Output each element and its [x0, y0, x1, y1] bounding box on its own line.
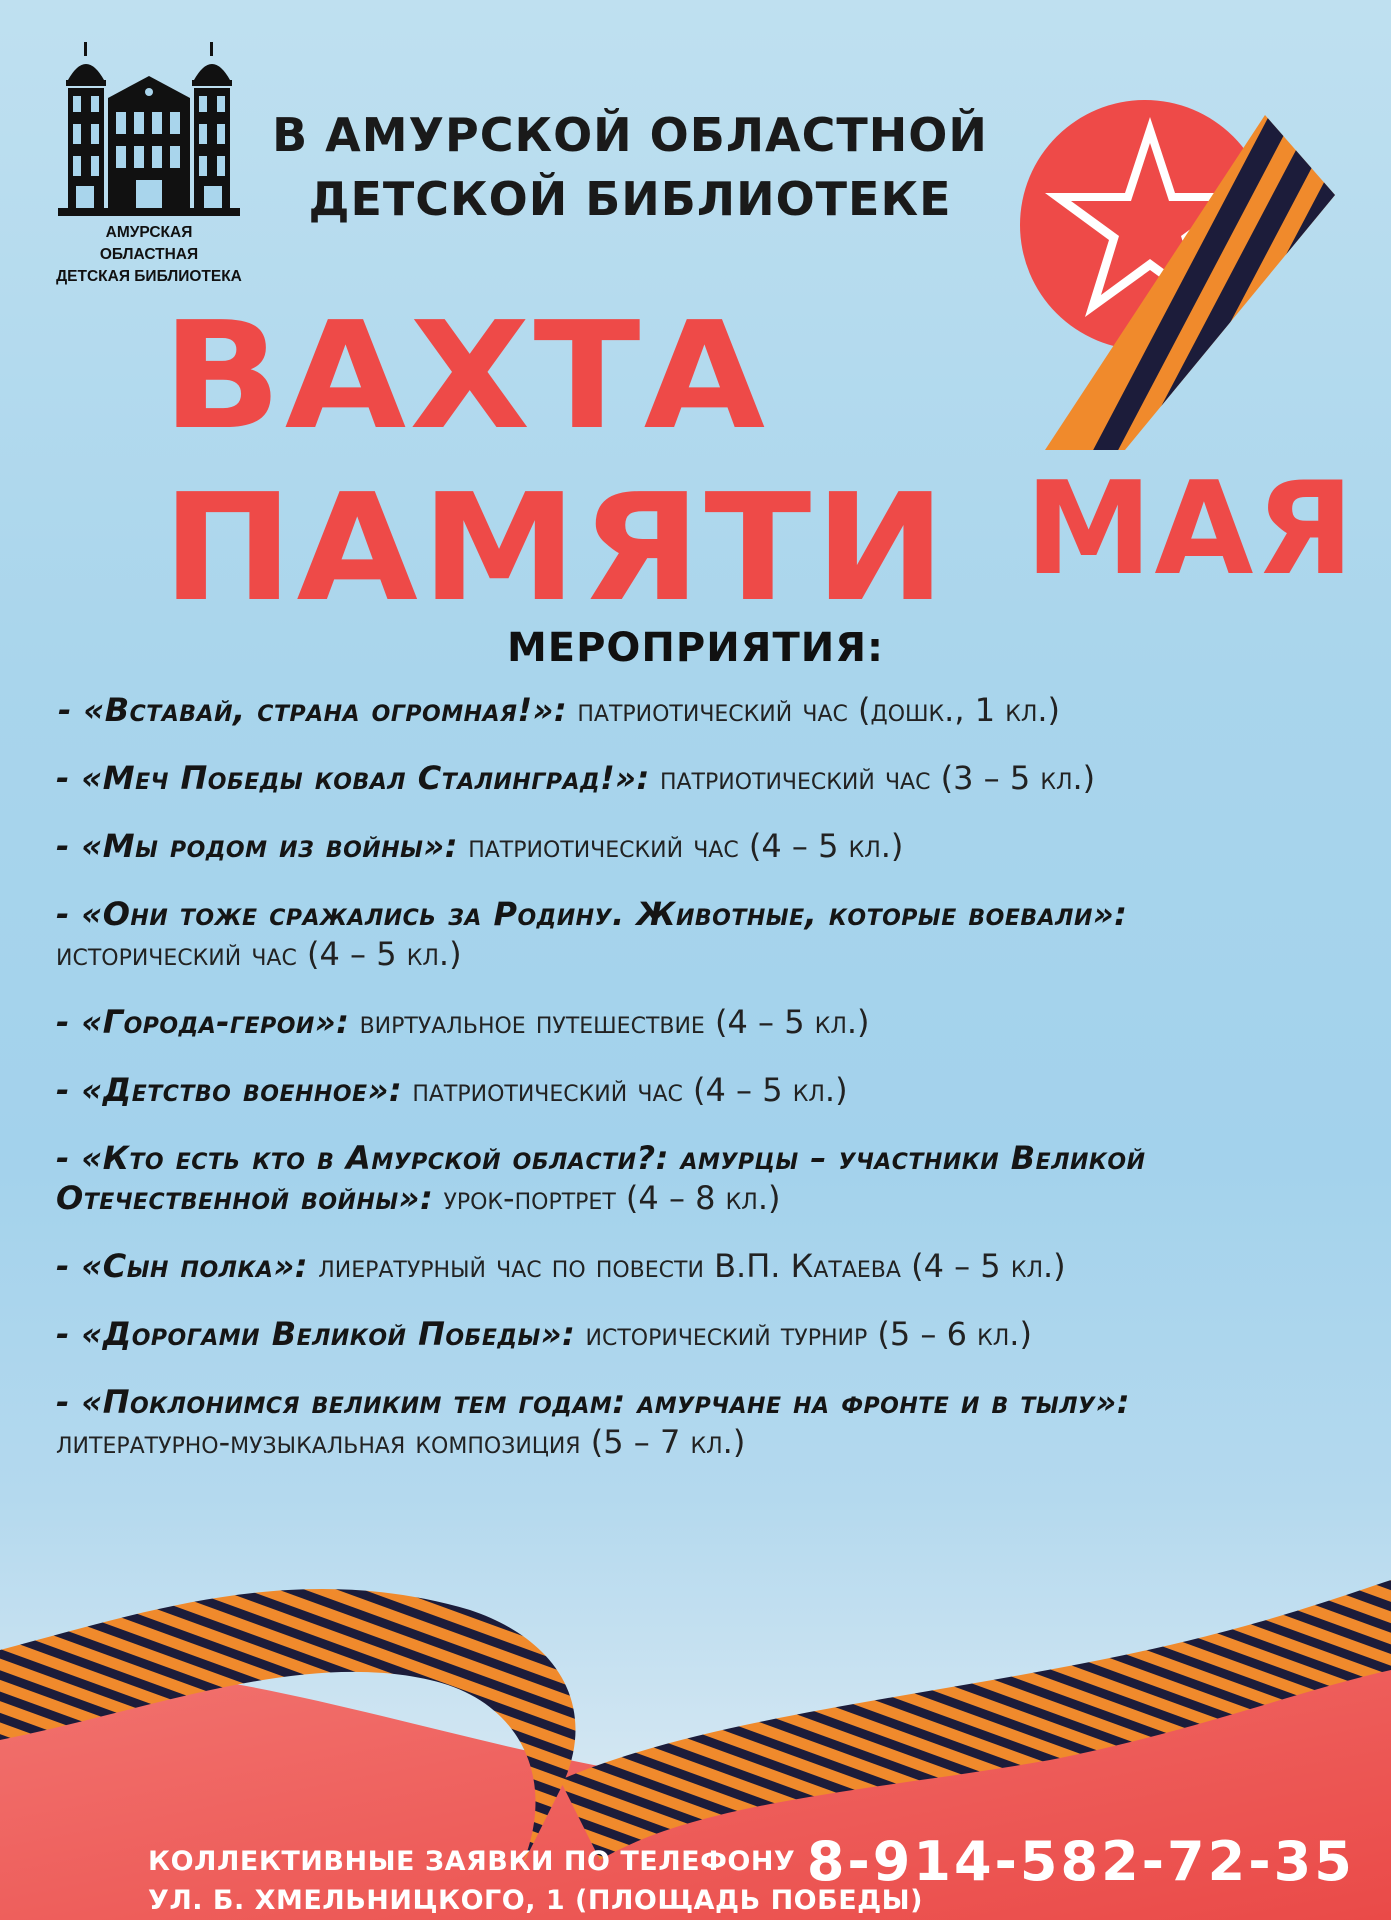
event-name: - «Поклонимся великим тем годам: амурчане на фронте и в тылу»:: [56, 1383, 1131, 1421]
event-name: - «Они тоже сражались за Родину. Животные, которые воевали»:: [56, 895, 1128, 933]
list-item: [56, 1002, 1356, 1042]
main-title: [162, 290, 949, 634]
phone-label: КОЛЛЕКТИВНЫЕ ЗАЯВКИ ПО ТЕЛЕФОНУ: [148, 1846, 796, 1877]
events-list: [56, 690, 1356, 1490]
may-word: МАЯ: [1025, 455, 1356, 604]
list-item: [56, 826, 1356, 866]
event-desc: литературно-музыкальная композиция (5 – 7 кл.): [56, 1423, 746, 1461]
event-desc: патриотический час (4 – 5 кл.): [402, 1071, 848, 1109]
main-title-line2: ПАМЯТИ: [162, 462, 950, 634]
events-heading: МЕРОПРИЯТИЯ:: [506, 625, 885, 671]
event-desc: исторический час (4 – 5 кл.): [56, 935, 462, 973]
event-name: - «Кто есть кто в Амурской области?: амурцы – участники Великой Отечественной войны»:: [56, 1139, 1146, 1217]
event-desc: урок-портрет (4 – 8 кл.): [433, 1179, 781, 1217]
nine-ribbon-star-emblem: [1015, 95, 1335, 475]
event-desc: лиературный час по повести В.П. Катаева (4 – 5 кл.): [308, 1247, 1066, 1285]
event-name: - «Меч Победы ковал Сталинград!»:: [56, 759, 650, 797]
phone-line: [148, 1830, 1355, 1893]
phone-number[interactable]: 8-914-582-72-35: [806, 1830, 1355, 1893]
event-name: - «Города-герои»:: [56, 1003, 350, 1041]
logo-caption-line1: АМУРСКАЯ ОБЛАСТНАЯ: [99, 224, 199, 263]
list-item: [56, 1314, 1356, 1354]
event-name: - «Дорогами Великой Победы»:: [56, 1315, 576, 1353]
library-logo: [56, 40, 242, 285]
list-item: [56, 758, 1356, 798]
main-title-line1: ВАХТА: [162, 290, 769, 462]
event-desc: патриотический час (3 – 5 кл.): [649, 759, 1096, 797]
address: УЛ. Б. ХМЕЛЬНИЦКОГО, 1 (ПЛОЩАДЬ ПОБЕДЫ): [148, 1885, 923, 1916]
event-name: - «Вставай, страна огромная!»:: [58, 691, 568, 729]
event-desc: виртуальное путешествие (4 – 5 кл.): [349, 1003, 870, 1041]
event-desc: патриотический час (4 – 5 кл.): [458, 827, 904, 865]
event-name: - «Сын полка»:: [56, 1247, 309, 1285]
logo-caption: [56, 222, 242, 288]
list-item: [56, 1138, 1346, 1218]
list-item: [56, 1246, 1106, 1286]
event-desc: патриотический час (дошк., 1 кл.): [567, 691, 1061, 729]
header-line1: В АМУРСКОЙ ОБЛАСТНОЙ: [272, 108, 988, 162]
list-item: [56, 894, 1206, 974]
list-item: [56, 1070, 1356, 1110]
event-name: - «Мы родом из войны»:: [56, 827, 459, 865]
header-line2: ДЕТСКОЙ БИБЛИОТЕКЕ: [308, 172, 952, 226]
header: [270, 103, 990, 231]
library-building-icon: [56, 40, 242, 220]
event-desc: исторический турнир (5 – 6 кл.): [575, 1315, 1032, 1353]
list-item: [58, 690, 1356, 730]
list-item: [56, 1382, 1196, 1462]
event-name: - «Детство военное»:: [56, 1071, 403, 1109]
logo-caption-line2: ДЕТСКАЯ БИБЛИОТЕКА: [56, 268, 242, 285]
